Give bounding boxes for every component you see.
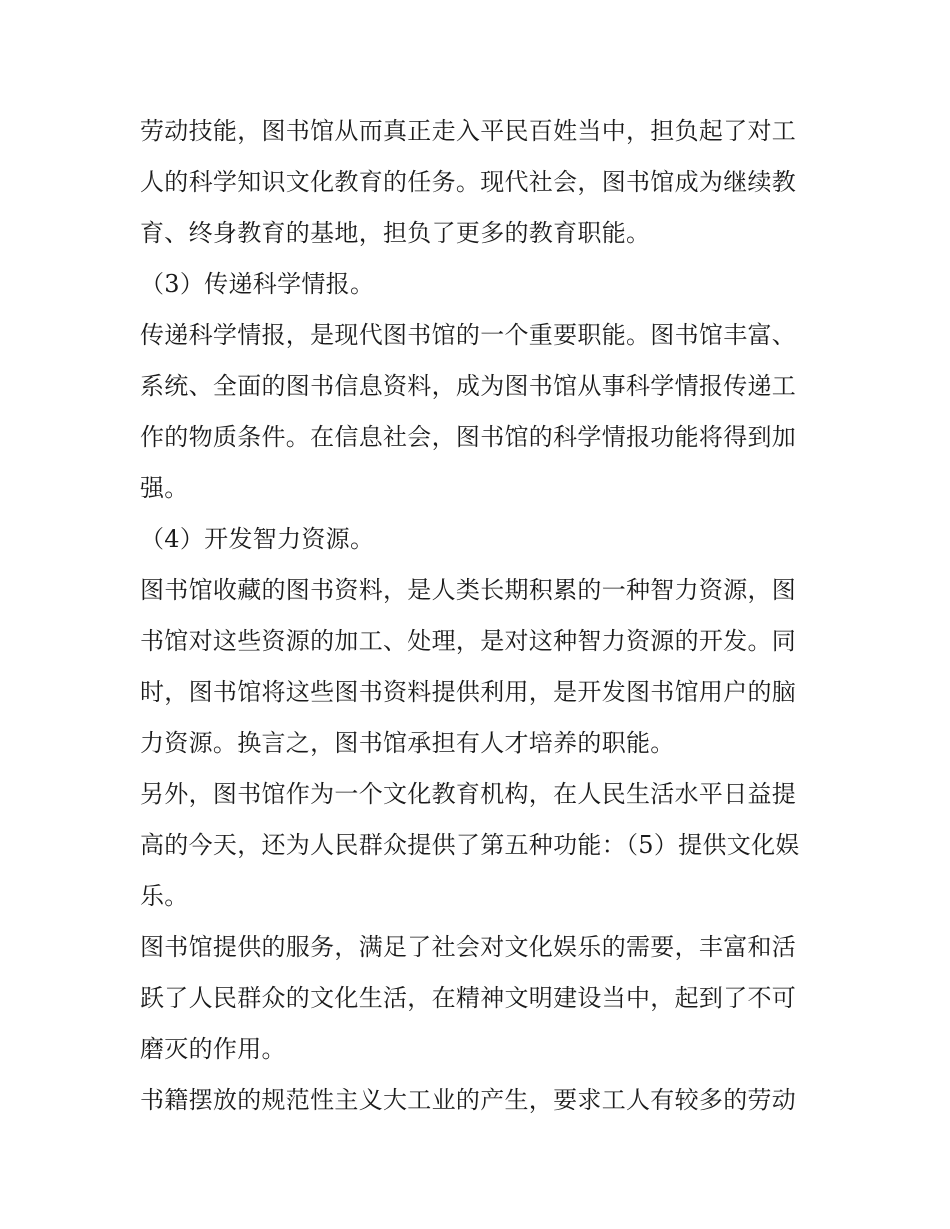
heading-item-4: （4）开发智力资源。 bbox=[140, 525, 375, 553]
paragraph-item-4: 图书馆收藏的图书资料，是人类长期积累的一种智力资源，图书馆对这些资源的加工、处理，是对这种智力资源的开发。同时，图书馆将这些图书资料提供利用，是开发图书馆用户的脑力资源。换言之，图书馆承担有人才培养的职能。 bbox=[140, 576, 797, 757]
document-page bbox=[140, 106, 820, 1126]
paragraph-trailing: 书籍摆放的规范性主义大工业的产生，要求工人有较多的劳动 bbox=[140, 1086, 797, 1114]
paragraph-item-5-intro: 另外，图书馆作为一个文化教育机构，在人民生活水平日益提高的今天，还为人民群众提供了第五种功能：（5）提供文化娱乐。 bbox=[140, 780, 800, 910]
heading-item-3: （3）传递科学情报。 bbox=[140, 270, 375, 298]
paragraph-item-3: 传递科学情报，是现代图书馆的一个重要职能。图书馆丰富、系统、全面的图书信息资料，成为图书馆从事科学情报传递工作的物质条件。在信息社会，图书馆的科学情报功能将得到加强。 bbox=[140, 321, 797, 502]
paragraph-continuation: 劳动技能，图书馆从而真正走入平民百姓当中，担负起了对工人的科学知识文化教育的任务。现代社会，图书馆成为继续教育、终身教育的基地，担负了更多的教育职能。 bbox=[140, 117, 797, 247]
paragraph-item-5: 图书馆提供的服务，满足了社会对文化娱乐的需要，丰富和活跃了人民群众的文化生活，在精神文明建设当中，起到了不可磨灭的作用。 bbox=[140, 933, 797, 1063]
